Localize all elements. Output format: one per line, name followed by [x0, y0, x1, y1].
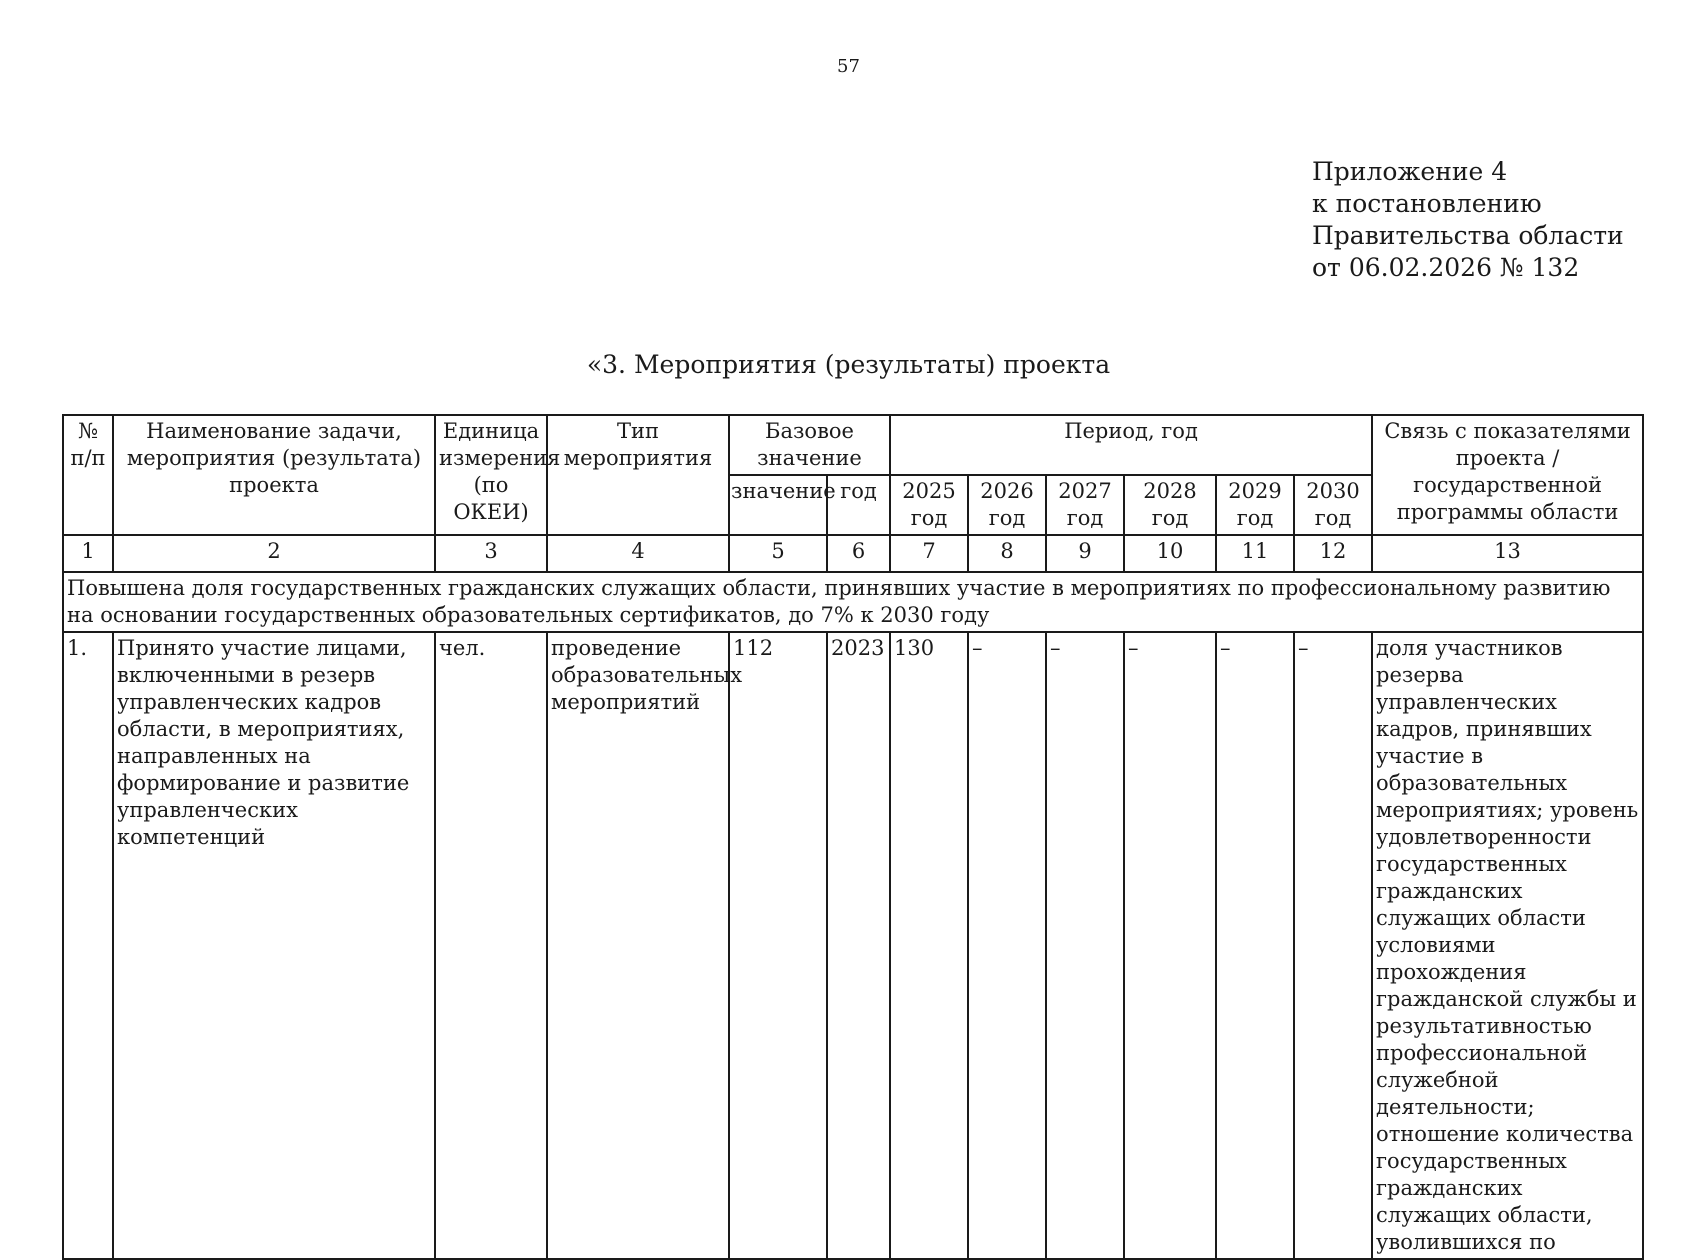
row-name: Принято участие лицами, включенными в резерв управленческих кадров области, в мероприятиях, направленных на формирование и развитие управленческих компетенций — [113, 632, 435, 1259]
column-number: 13 — [1372, 535, 1643, 572]
table-row — [63, 632, 1643, 1259]
appendix-line: к постановлению — [1312, 189, 1542, 218]
column-number: 11 — [1216, 535, 1294, 572]
header-period: Период, год — [890, 415, 1372, 475]
row-link: доля участников резерва управленческих кадров, принявших участие в образовательных мероприятиях; уровень удовлетворенности государственных гражданских служащих области условиями прохождения гражданской службы и результативностью профессиональной служебной деятельности; отношение количества государственных гражданских служащих области, уволившихся по — [1372, 632, 1643, 1259]
appendix-line: от 06.02.2026 № 132 — [1312, 253, 1580, 282]
row-value-2025: 130 — [890, 632, 968, 1259]
page-number: 57 — [837, 56, 860, 77]
header-year-2030: 2030 год — [1294, 475, 1372, 535]
header-type: Тип мероприятия — [547, 415, 729, 535]
column-number-row — [63, 535, 1643, 572]
column-number: 5 — [729, 535, 827, 572]
goal-row — [63, 572, 1643, 632]
row-base-value: 112 — [729, 632, 827, 1259]
row-value-2027: – — [1046, 632, 1124, 1259]
header-base-value: значение — [729, 475, 827, 535]
header-year-2027: 2027 год — [1046, 475, 1124, 535]
column-number: 4 — [547, 535, 729, 572]
appendix-line: Правительства области — [1312, 221, 1624, 250]
row-base-year: 2023 — [827, 632, 890, 1259]
header-row — [63, 415, 1643, 475]
header-base: Базовое значение — [729, 415, 890, 475]
column-number: 6 — [827, 535, 890, 572]
row-num: 1. — [63, 632, 113, 1259]
goal-text: Повышена доля государственных гражданских служащих области, принявших участие в мероприятиях по профессиональному развитию на основании государственных образовательных сертификатов, до 7% к 2030 году — [63, 572, 1643, 632]
header-base-year: год — [827, 475, 890, 535]
section-title: «3. Мероприятия (результаты) проекта — [586, 350, 1111, 379]
appendix-block — [1312, 156, 1624, 284]
row-type: проведение образовательных мероприятий — [547, 632, 729, 1259]
column-number: 12 — [1294, 535, 1372, 572]
row-value-2030: – — [1294, 632, 1372, 1259]
column-number: 8 — [968, 535, 1046, 572]
projects-table — [62, 414, 1644, 1260]
header-year-2029: 2029 год — [1216, 475, 1294, 535]
column-number: 3 — [435, 535, 547, 572]
column-number: 9 — [1046, 535, 1124, 572]
header-year-2028: 2028 год — [1124, 475, 1216, 535]
header-name: Наименование задачи, мероприятия (результата) проекта — [113, 415, 435, 535]
header-year-2025: 2025 год — [890, 475, 968, 535]
column-number: 2 — [113, 535, 435, 572]
column-number: 10 — [1124, 535, 1216, 572]
column-number: 1 — [63, 535, 113, 572]
header-num: № п/п — [63, 415, 113, 535]
row-value-2026: – — [968, 632, 1046, 1259]
header-year-2026: 2026 год — [968, 475, 1046, 535]
appendix-line: Приложение 4 — [1312, 157, 1508, 186]
row-unit: чел. — [435, 632, 547, 1259]
header-unit: Единица измерения (по ОКЕИ) — [435, 415, 547, 535]
column-number: 7 — [890, 535, 968, 572]
row-value-2028: – — [1124, 632, 1216, 1259]
header-link: Связь с показателями проекта / государственной программы области — [1372, 415, 1643, 535]
row-value-2029: – — [1216, 632, 1294, 1259]
